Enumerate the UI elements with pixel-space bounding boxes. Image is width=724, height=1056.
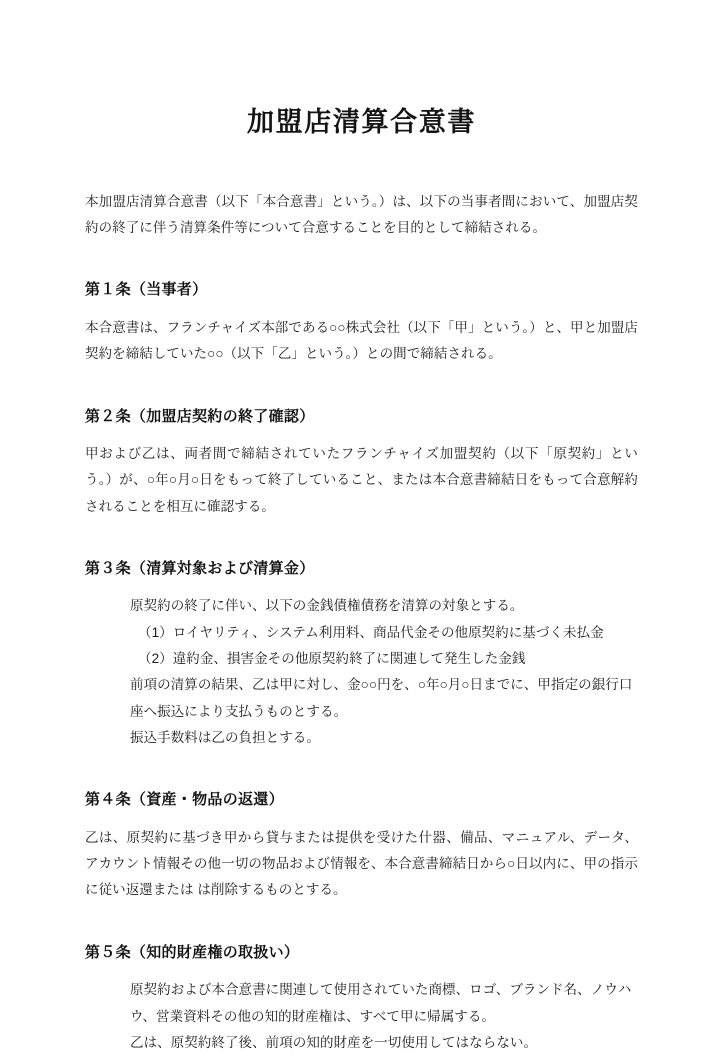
article-3-heading: 第３条（清算対象および清算金） xyxy=(85,559,315,577)
article-4-body: 乙は、原契約に基づき甲から貸与または提供を受けた什器、備品、マニュアル、データ、アカウント情報その他一切の物品および情報を、本合意書締結日から○日以内に、甲の指示に従い返還または は削除するものとする。 xyxy=(85,829,638,898)
article-4-heading: 第４条（資産・物品の返還） xyxy=(85,791,284,809)
article-5-heading: 第５条（知的財産権の取扱い） xyxy=(85,943,300,961)
article-3 xyxy=(85,520,638,751)
article-3-body xyxy=(85,580,638,751)
article-3-intro-line: 原契約の終了に伴い、以下の金銭債権債務を清算の対象とする。 xyxy=(130,598,524,614)
article-3-fee-line: 振込手数料は乙の負担とする。 xyxy=(130,730,320,745)
article-3-item-1: （1）ロイヤリティ、システム利用料、商品代金その他原契約に基づく未払金 xyxy=(138,624,604,640)
article-1 xyxy=(85,241,638,367)
article-5-restriction-line: 乙は、原契約終了後、前項の知的財産を一切使用してはならない。 xyxy=(130,1034,538,1050)
article-4 xyxy=(85,751,638,903)
article-3-item-2: （2）違約金、損害金その他原契約終了に関連して発生した金銭 xyxy=(138,651,526,667)
document-content xyxy=(85,0,638,1056)
lead-paragraph: 本加盟店清算合意書（以下「本合意書」という。）は、以下の当事者間において、加盟店契約の終了に伴う清算条件等について合意することを目的として締結される。 xyxy=(85,193,638,236)
article-5-ownership-line: 原契約および本合意書に関連して使用されていた商標、ロゴ、ブランド名、ノウハウ、営業資料その他の知的財産権は、すべて甲に帰属する。 xyxy=(130,982,632,1024)
article-2 xyxy=(85,368,638,520)
article-5 xyxy=(85,904,638,1056)
article-3-payment-line: 前項の清算の結果、乙は甲に対し、金○○円を、○年○月○日までに、甲指定の銀行口座へ振込により支払うものとする。 xyxy=(130,677,633,719)
article-2-body: 甲および乙は、両者間で締結されていたフランチャイズ加盟契約（以下「原契約」という。）が、○年○月○日をもって終了していること、または本合意書締結日をもって合意解約されることを相互に確認する。 xyxy=(85,446,638,514)
article-1-body: 本合意書は、フランチャイズ本部である○○株式会社（以下「甲」という。）と、甲と加盟店契約を締結していた○○（以下「乙」という。）との間で締結される。 xyxy=(85,319,638,362)
page-title: 加盟店清算合意書 xyxy=(247,107,476,137)
article-1-heading: 第１条（当事者） xyxy=(85,281,208,299)
article-2-heading: 第２条（加盟店契約の終了確認） xyxy=(85,407,315,425)
article-5-body xyxy=(85,964,638,1056)
